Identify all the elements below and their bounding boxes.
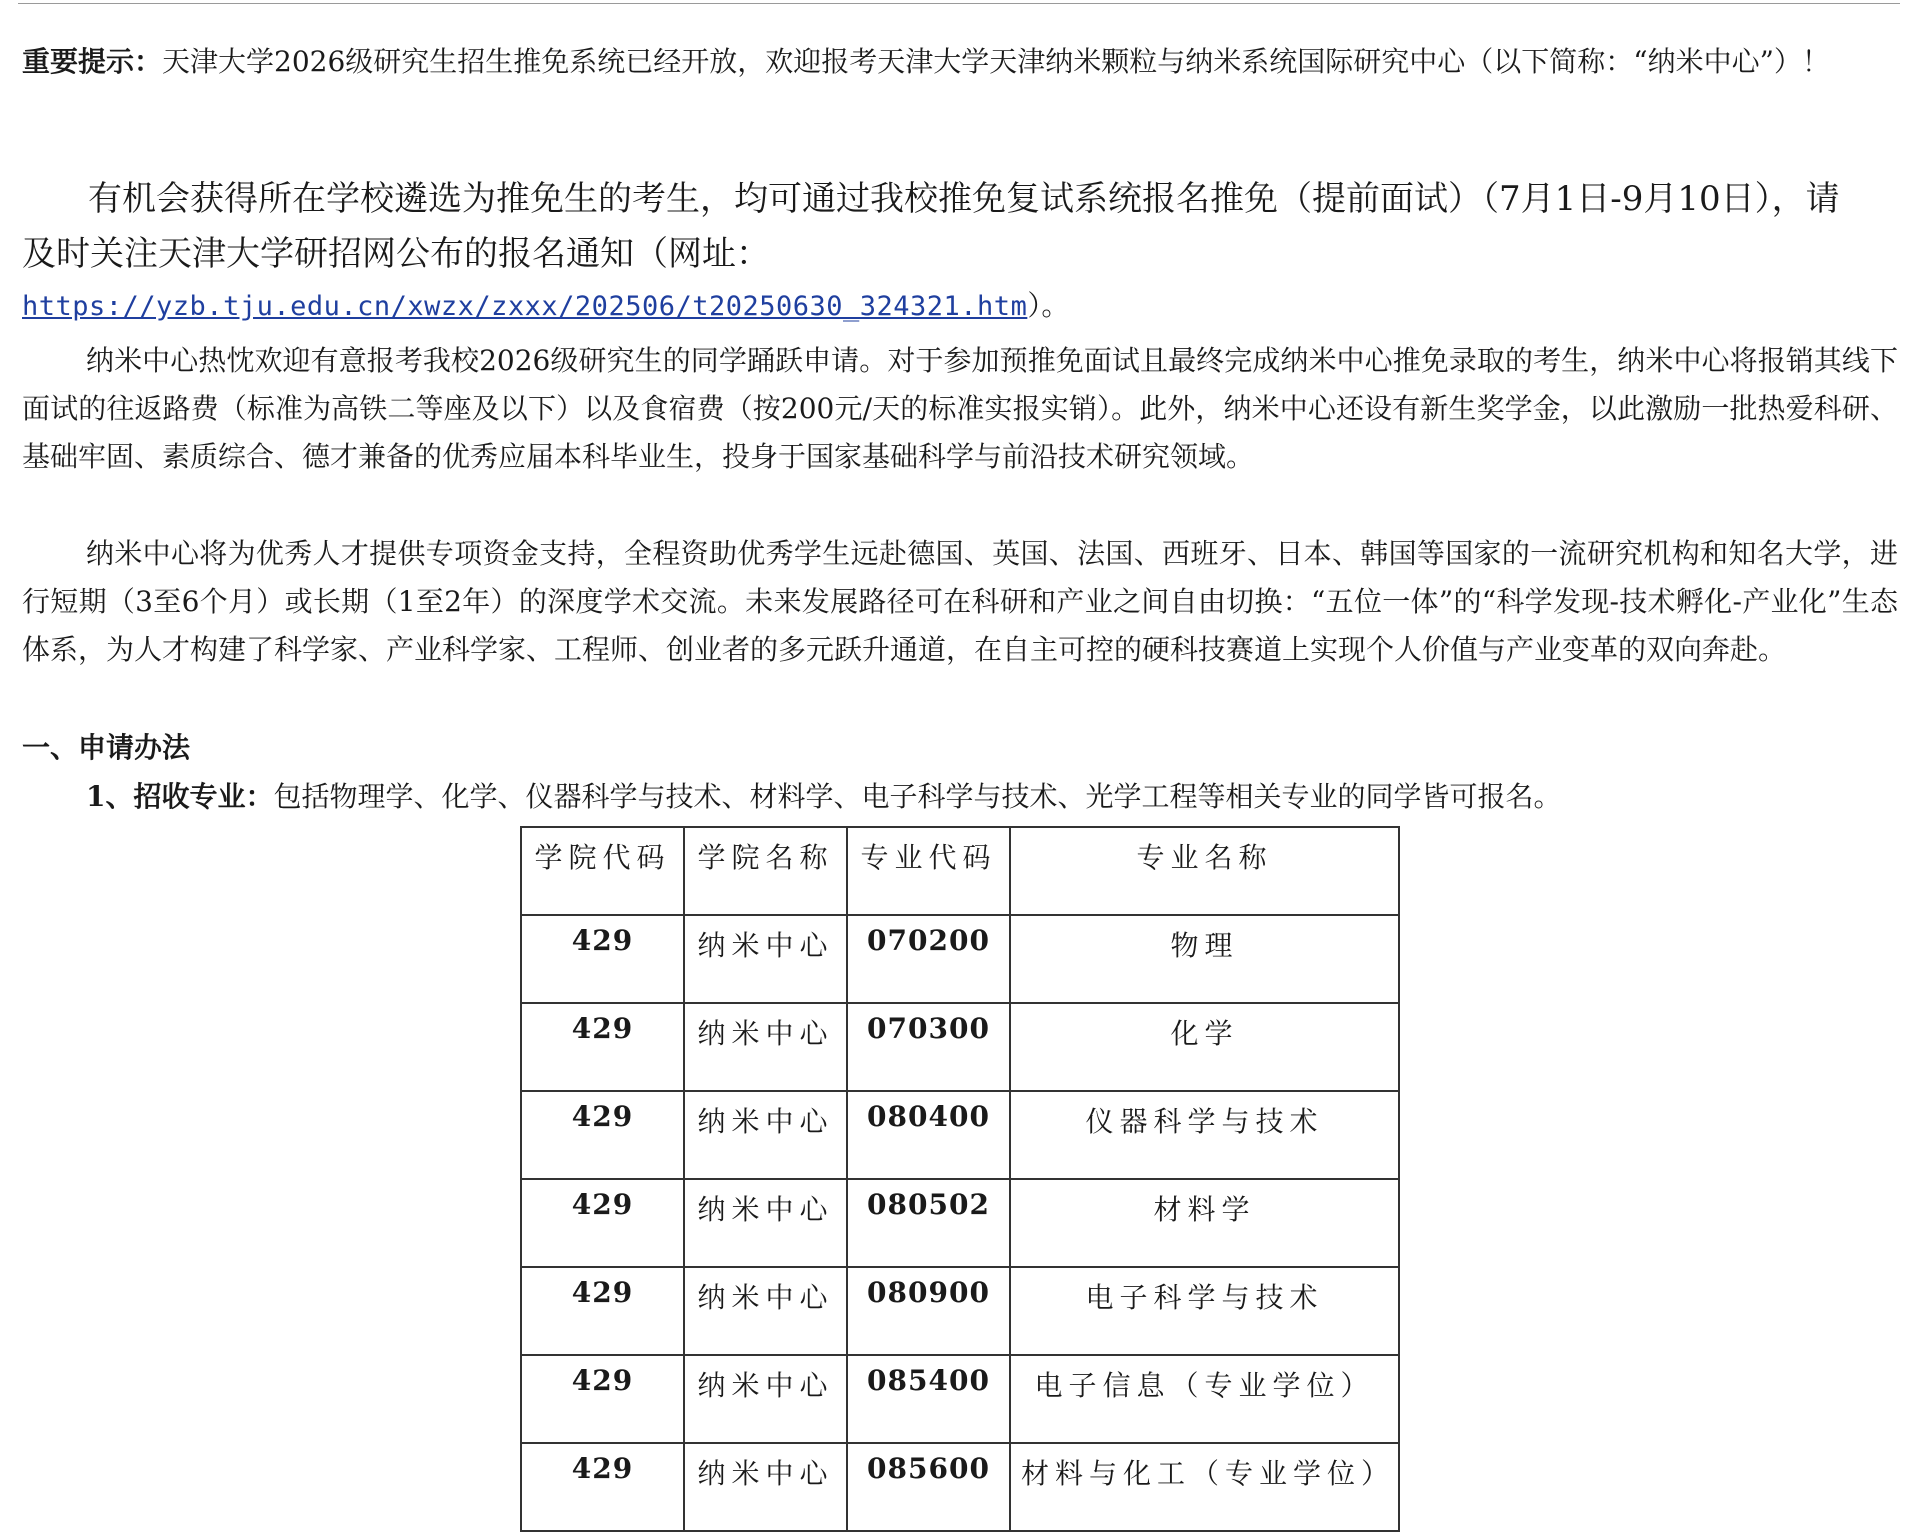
major-code-cell: 070300 <box>847 1003 1010 1091</box>
college-name-cell: 纳米中心 <box>684 1355 847 1443</box>
major-code-cell: 080502 <box>847 1179 1010 1267</box>
paragraph-reimbursement: 纳米中心热忱欢迎有意报考我校2026级研究生的同学踊跃申请。对于参加预推免面试且最终完成纳米中心推免录取的考生，纳米中心将报销其线下面试的往返路费（标准为高铁二等座及以下）以及食宿费（按200元/天的标准实报实销）。此外，纳米中心还设有新生奖学金，以此激励一批热爱科研、基础牢固、素质综合、德才兼备的优秀应届本科毕业生，投身于国家基础科学与前沿技术研究领域。 <box>22 344 1898 473</box>
major-code-cell: 080400 <box>847 1091 1010 1179</box>
major-code-cell: 080900 <box>847 1267 1010 1355</box>
section-heading: 一、申请办法 <box>22 731 191 764</box>
item-text: 包括物理学、化学、仪器科学与技术、材料学、电子科学与技术、光学工程等相关专业的同学皆可报名。 <box>273 780 1562 813</box>
college-code-cell: 429 <box>521 1179 684 1267</box>
table-row <box>521 1267 1399 1355</box>
college-code-cell: 429 <box>521 1091 684 1179</box>
major-name-cell: 化学 <box>1010 1003 1399 1091</box>
table-row <box>521 915 1399 1003</box>
important-notice <box>22 38 1898 86</box>
header-major-code: 专业代码 <box>847 827 1010 915</box>
table-row <box>521 1179 1399 1267</box>
link-close-text: ）。 <box>1027 289 1070 322</box>
notice-text: 天津大学2026级研究生招生推免系统已经开放，欢迎报考天津大学天津纳米颗粒与纳米系统国际研究中心（以下简称：“纳米中心”）！ <box>162 45 1830 78</box>
table-row <box>521 1355 1399 1443</box>
table-row <box>521 1003 1399 1091</box>
intro-paragraph <box>22 172 1842 282</box>
college-name-cell: 纳米中心 <box>684 1443 847 1531</box>
college-code-cell: 429 <box>521 1267 684 1355</box>
major-name-cell: 材料学 <box>1010 1179 1399 1267</box>
major-name-cell: 电子信息（专业学位） <box>1010 1355 1399 1443</box>
top-divider <box>18 3 1900 4</box>
table-header-row <box>521 827 1399 915</box>
header-college-name: 学院名称 <box>684 827 847 915</box>
item-label: 1、招收专业： <box>86 780 274 813</box>
intro-text: 有机会获得所在学校遴选为推免生的考生，均可通过我校推免复试系统报名推免（提前面试）（7月1日-9月10日），请及时关注天津大学研招网公布的报名通知（网址： <box>22 179 1840 274</box>
major-name-cell: 电子科学与技术 <box>1010 1267 1399 1355</box>
major-code-cell: 070200 <box>847 915 1010 1003</box>
college-code-cell: 429 <box>521 915 684 1003</box>
college-name-cell: 纳米中心 <box>684 915 847 1003</box>
table-row <box>521 1443 1399 1531</box>
college-code-cell: 429 <box>521 1355 684 1443</box>
college-name-cell: 纳米中心 <box>684 1179 847 1267</box>
link-line <box>22 284 1069 329</box>
major-name-cell: 物理 <box>1010 915 1399 1003</box>
major-name-cell: 仪器科学与技术 <box>1010 1091 1399 1179</box>
major-code-cell: 085600 <box>847 1443 1010 1531</box>
college-code-cell: 429 <box>521 1003 684 1091</box>
majors-table <box>520 826 1400 1532</box>
table-row <box>521 1091 1399 1179</box>
major-name-cell: 材料与化工（专业学位） <box>1010 1443 1399 1531</box>
registration-notice-link[interactable]: https://yzb.tju.edu.cn/xwzx/zxxx/202506/t20250630_324321.htm <box>22 291 1028 322</box>
college-name-cell: 纳米中心 <box>684 1267 847 1355</box>
paragraph-exchange: 纳米中心将为优秀人才提供专项资金支持，全程资助优秀学生远赴德国、英国、法国、西班牙、日本、韩国等国家的一流研究机构和知名大学，进行短期（3至6个月）或长期（1至2年）的深度学术交流。未来发展路径可在科研和产业之间自由切换：“五位一体”的“科学发现-技术孵化-产业化”生态体系，为人才构建了科学家、产业科学家、工程师、创业者的多元跃升通道，在自主可控的硬科技赛道上实现个人价值与产业变革的双向奔赴。 <box>22 537 1898 666</box>
college-name-cell: 纳米中心 <box>684 1091 847 1179</box>
enrollment-majors-line <box>86 773 1562 821</box>
header-college-code: 学院代码 <box>521 827 684 915</box>
college-code-cell: 429 <box>521 1443 684 1531</box>
major-code-cell: 085400 <box>847 1355 1010 1443</box>
notice-label: 重要提示： <box>22 45 163 78</box>
college-name-cell: 纳米中心 <box>684 1003 847 1091</box>
header-major-name: 专业名称 <box>1010 827 1399 915</box>
